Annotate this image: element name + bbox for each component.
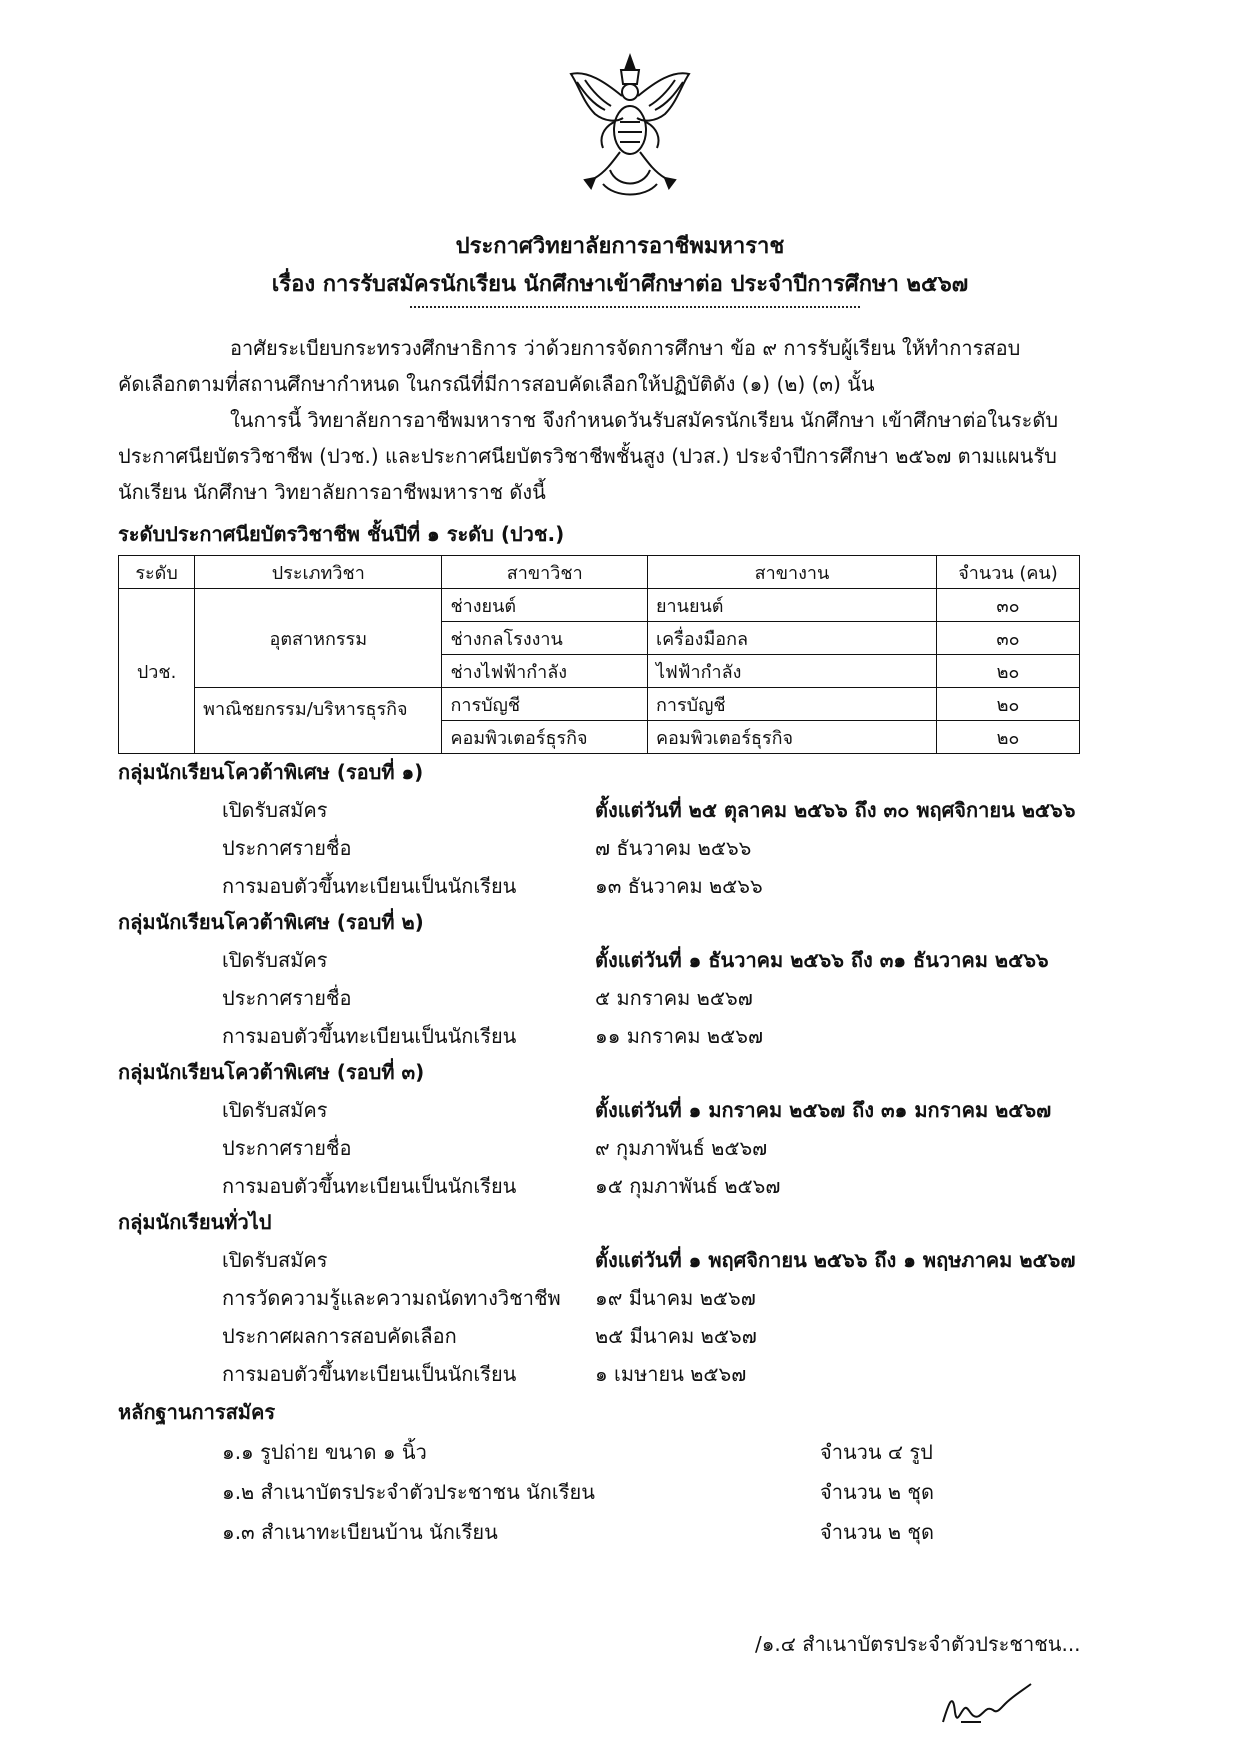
field-cell: ยานยนต์ — [647, 589, 936, 622]
table-header-row — [119, 556, 1080, 589]
requirement-item-label: ๑.๑ รูปถ่าย ขนาด ๑ นิ้ว — [222, 1440, 427, 1464]
schedule-item-date: ๕ มกราคม ๒๕๖๗ — [595, 986, 753, 1010]
schedule-item-label: เปิดรับสมัคร — [222, 948, 328, 972]
schedule-item-label: การมอบตัวขึ้นทะเบียนเป็นนักเรียน — [222, 1362, 517, 1386]
schedule-item-date: ๑๕ กุมภาพันธ์ ๒๕๖๗ — [595, 1174, 781, 1198]
schedule-group-title: กลุ่มนักเรียนโควต้าพิเศษ (รอบที่ ๒) — [118, 910, 424, 934]
requirement-item-qty: จำนวน ๒ ชุด — [820, 1480, 934, 1504]
schedule-item-label: ประกาศผลการสอบคัดเลือก — [222, 1324, 457, 1348]
table-heading: ระดับประกาศนียบัตรวิชาชีพ ชั้นปีที่ ๑ ระดับ (ปวช.) — [118, 522, 565, 546]
signature-mark — [935, 1682, 1035, 1732]
paragraph-2 — [118, 402, 1078, 510]
requirement-item-label: ๑.๒ สำเนาบัตรประจำตัวประชาชน นักเรียน — [222, 1480, 595, 1504]
count-cell: ๓๐ — [937, 622, 1080, 655]
paragraph-2-line-2: ประกาศนียบัตรวิชาชีพ (ปวช.) และประกาศนียบัตรวิชาชีพชั้นสูง (ปวส.) ประจำปีการศึกษา ๒๕๖๗ ตามแผนรับ — [118, 444, 1057, 468]
dotted-divider — [410, 306, 860, 308]
schedule-item-label: การวัดความรู้และความถนัดทางวิชาชีพ — [222, 1286, 561, 1310]
admission-plan-table — [118, 555, 1080, 754]
column-header-field: สาขางาน — [647, 556, 936, 589]
column-header-type: ประเภทวิชา — [195, 556, 442, 589]
schedule-item-label: การมอบตัวขึ้นทะเบียนเป็นนักเรียน — [222, 1024, 517, 1048]
continuation-note: /๑.๔ สำเนาบัตรประจำตัวประชาชน... — [755, 1632, 1081, 1656]
schedule-item-date: ๑๙ มีนาคม ๒๕๖๗ — [595, 1286, 756, 1310]
count-cell: ๓๐ — [937, 589, 1080, 622]
type-cell-industry: อุตสาหกรรม — [195, 589, 442, 688]
schedule-group-title: กลุ่มนักเรียนโควต้าพิเศษ (รอบที่ ๑) — [118, 760, 424, 784]
schedule-item-label: เปิดรับสมัคร — [222, 1098, 328, 1122]
column-header-level: ระดับ — [119, 556, 195, 589]
count-cell: ๒๐ — [937, 655, 1080, 688]
schedule-item-date: ตั้งแต่วันที่ ๑ ธันวาคม ๒๕๖๖ ถึง ๓๑ ธันวาคม ๒๕๖๖ — [595, 948, 1049, 972]
schedule-item-date: ตั้งแต่วันที่ ๒๕ ตุลาคม ๒๕๖๖ ถึง ๓๐ พฤศจิกายน ๒๕๖๖ — [595, 798, 1076, 822]
count-cell: ๒๐ — [937, 688, 1080, 721]
field-cell: ไฟฟ้ากำลัง — [647, 655, 936, 688]
requirement-item-label: ๑.๓ สำเนาทะเบียนบ้าน นักเรียน — [222, 1520, 498, 1544]
schedule-item-label: ประกาศรายชื่อ — [222, 836, 352, 860]
schedule-item-date: ๑ เมษายน ๒๕๖๗ — [595, 1362, 747, 1386]
schedule-item-label: เปิดรับสมัคร — [222, 798, 328, 822]
schedule-item-date: ตั้งแต่วันที่ ๑ พฤศจิกายน ๒๕๖๖ ถึง ๑ พฤษภาคม ๒๕๖๗ — [595, 1248, 1076, 1272]
field-cell: เครื่องมือกล — [647, 622, 936, 655]
major-cell: การบัญชี — [442, 688, 648, 721]
schedule-item-date: ๑๓ ธันวาคม ๒๕๖๖ — [595, 874, 763, 898]
paragraph-1-line-2: คัดเลือกตามที่สถานศึกษากำหนด ในกรณีที่มีการสอบคัดเลือกให้ปฏิบัติดัง (๑) (๒) (๓) นั้น — [118, 372, 875, 396]
column-header-count: จำนวน (คน) — [937, 556, 1080, 589]
paragraph-2-line-1: ในการนี้ วิทยาลัยการอาชีพมหาราช จึงกำหนดวันรับสมัครนักเรียน นักศึกษา เข้าศึกษาต่อในระดับ — [230, 408, 1059, 432]
major-cell: ช่างกลโรงงาน — [442, 622, 648, 655]
schedule-item-date: ๙ กุมภาพันธ์ ๒๕๖๗ — [595, 1136, 768, 1160]
requirements-title: หลักฐานการสมัคร — [118, 1400, 276, 1424]
announcement-subject: เรื่อง การรับสมัครนักเรียน นักศึกษาเข้าศึกษาต่อ ประจำปีการศึกษา ๒๕๖๗ — [271, 272, 969, 297]
schedule-item-date: ๒๕ มีนาคม ๒๕๖๗ — [595, 1324, 757, 1348]
requirement-item-qty: จำนวน ๒ ชุด — [820, 1520, 934, 1544]
announcement-title: ประกาศวิทยาลัยการอาชีพมหาราช — [455, 234, 785, 259]
schedule-item-label: การมอบตัวขึ้นทะเบียนเป็นนักเรียน — [222, 1174, 517, 1198]
major-cell: ช่างไฟฟ้ากำลัง — [442, 655, 648, 688]
schedule-group-title: กลุ่มนักเรียนทั่วไป — [118, 1210, 272, 1234]
garuda-emblem-icon — [565, 52, 695, 202]
schedule-item-label: ประกาศรายชื่อ — [222, 1136, 352, 1160]
paragraph-2-line-3: นักเรียน นักศึกษา วิทยาลัยการอาชีพมหาราช ดังนี้ — [118, 480, 546, 504]
table-row — [119, 589, 1080, 622]
table-row — [119, 688, 1080, 721]
column-header-major: สาขาวิชา — [442, 556, 648, 589]
schedule-item-label: การมอบตัวขึ้นทะเบียนเป็นนักเรียน — [222, 874, 517, 898]
type-cell-commerce: พาณิชยกรรม/บริหารธุรกิจ — [195, 688, 442, 754]
schedule-item-label: ประกาศรายชื่อ — [222, 986, 352, 1010]
schedule-item-date: ๑๑ มกราคม ๒๕๖๗ — [595, 1024, 763, 1048]
major-cell: ช่างยนต์ — [442, 589, 648, 622]
field-cell: คอมพิวเตอร์ธุรกิจ — [647, 721, 936, 754]
requirement-item-qty: จำนวน ๔ รูป — [820, 1440, 933, 1464]
schedule-item-date: ๗ ธันวาคม ๒๕๖๖ — [595, 836, 752, 860]
paragraph-1-line-1: อาศัยระเบียบกระทรวงศึกษาธิการ ว่าด้วยการจัดการศึกษา ข้อ ๙ การรับผู้เรียน ให้ทำการสอบ — [230, 336, 1021, 360]
schedule-item-date: ตั้งแต่วันที่ ๑ มกราคม ๒๕๖๗ ถึง ๓๑ มกราคม ๒๕๖๗ — [595, 1098, 1052, 1122]
field-cell: การบัญชี — [647, 688, 936, 721]
paragraph-1 — [118, 330, 1078, 402]
schedule-group-title: กลุ่มนักเรียนโควต้าพิเศษ (รอบที่ ๓) — [118, 1060, 425, 1084]
count-cell: ๒๐ — [937, 721, 1080, 754]
major-cell: คอมพิวเตอร์ธุรกิจ — [442, 721, 648, 754]
level-cell: ปวช. — [119, 589, 195, 754]
schedule-item-label: เปิดรับสมัคร — [222, 1248, 328, 1272]
